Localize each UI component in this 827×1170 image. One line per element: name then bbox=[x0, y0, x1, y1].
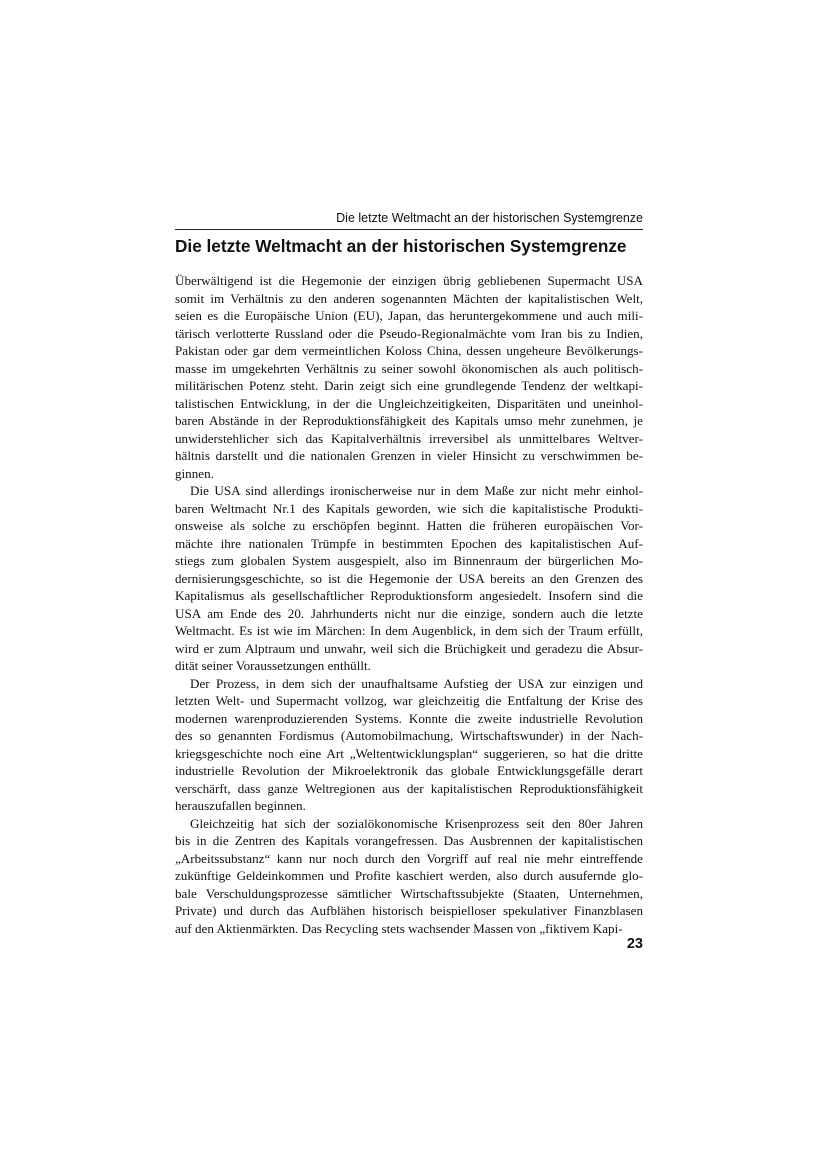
text-line: seien es die Europäische Union (EU), Japan, das heruntergekommene und auch mili- bbox=[175, 308, 643, 323]
text-line: bis in die Zentren des Kapitals vorangefressen. Das Ausbrennen der kapitalistischen bbox=[175, 833, 643, 848]
text-line: dernisierungsgeschichte, so ist die Hegemonie der USA bereits an den Grenzen des bbox=[175, 570, 643, 586]
text-line: USA am Ende des 20. Jahrhunderts nicht nur die einzige, sondern auch die letzte bbox=[175, 605, 643, 621]
text-line: baren Abstände in der Reproduktionsfähigkeit des Kapitals umso mehr zunehmen, je bbox=[175, 413, 643, 428]
text-line: Die USA sind allerdings ironischerweise nur in dem Maße zur nicht mehr einhol- bbox=[190, 483, 643, 498]
text-line: ginnen. bbox=[175, 465, 214, 481]
text-line: Gleichzeitig hat sich der sozialökonomische Krisenprozess seit den 80er Jahren bbox=[190, 815, 643, 831]
text-line: masse im umgekehrten Verhältnis zu seiner sowohl ökonomischen als auch politisch- bbox=[175, 360, 643, 376]
text-line: tärisch verlotterte Russland oder die Pseudo-Regionalmächte vom Iran bis zu Indien, bbox=[175, 325, 643, 341]
text-line: Der Prozess, in dem sich der unaufhaltsame Aufstieg der USA zur einzigen und bbox=[190, 675, 643, 691]
text-line: „Arbeitssubstanz“ kann nur noch durch den Vorgriff auf real nie mehr eintreffende bbox=[175, 850, 643, 866]
chapter-title: Die letzte Weltmacht an der historischen Systemgrenze bbox=[175, 236, 627, 256]
running-head: Die letzte Weltmacht an der historischen Systemgrenze bbox=[336, 211, 643, 225]
text-line: auf den Aktienmärkten. Das Recycling stets wachsender Massen von „fiktivem Kapi- bbox=[175, 920, 623, 936]
header-rule bbox=[175, 229, 643, 230]
text-line: verschärft, dass ganze Weltregionen aus der kapitalistischen Reproduktionsfähigkeit bbox=[175, 780, 643, 796]
text-line: wird er zum Alptraum und unwahr, weil sich die Brüchigkeit und geradezu die Absur- bbox=[175, 640, 643, 656]
text-line: militärischen Potenz steht. Darin zeigt sich eine grundlegende Tendenz der weltkapi- bbox=[175, 378, 643, 393]
body-text bbox=[175, 272, 643, 937]
text-line: Pakistan oder gar dem vermeintlichen Koloss China, dessen ungeheure Bevölkerungs- bbox=[175, 343, 643, 358]
text-line: industrielle Revolution der Mikroelektronik das globale Entwicklungsgefälle derart bbox=[175, 763, 643, 778]
text-line: Weltmacht. Es ist wie im Märchen: In dem Augenblick, in dem sich der Traum erfüllt, bbox=[175, 623, 643, 638]
text-line: stiegs zum globalen System ausgespielt, also im Binnenraum der bürgerlichen Mo- bbox=[175, 553, 643, 568]
text-line: hältnis darstellt und die nationalen Grenzen in vieler Hinsicht zu verschwimmen be- bbox=[175, 448, 643, 463]
text-line: unwiderstehlicher sich das Kapitalverhältnis irreversibel als unmittelbares Weltver- bbox=[175, 430, 643, 446]
text-line: Kapitalismus als gesellschaftlicher Reproduktionsform angesiedelt. Insofern sind die bbox=[175, 588, 643, 603]
text-line: baren Weltmacht Nr.1 des Kapitals geworden, wie sich die kapitalistische Produkti- bbox=[175, 500, 643, 516]
text-line: zukünftige Geldeinkommen und Profite kaschiert werden, also durch ausufernde glo- bbox=[175, 868, 643, 883]
text-line: Private) und durch das Aufblähen historisch beispielloser spekulativer Finanzblasen bbox=[175, 903, 643, 918]
text-line: mächte ihre nationalen Trümpfe in bestimmten Epochen des kapitalistischen Auf- bbox=[175, 535, 643, 551]
text-line: herauszufallen beginnen. bbox=[175, 798, 306, 813]
text-line: kriegsgeschichte noch eine Art „Weltentwicklungsplan“ suggerieren, so hat die dritte bbox=[175, 745, 643, 761]
page-number: 23 bbox=[626, 936, 643, 952]
text-line: des so genannten Fordismus (Automobilmachung, Wirtschaftswunder) in der Nach- bbox=[175, 728, 643, 743]
text-line: modernen warenproduzierenden Systems. Konnte die zweite industrielle Revolution bbox=[175, 710, 643, 726]
text-line: onsweise als solche zu erschöpfen beginnt. Hatten die früheren europäischen Vor- bbox=[175, 518, 643, 533]
text-line: letzten Welt- und Supermacht vollzog, war gleichzeitig die Entfaltung der Krise des bbox=[175, 693, 643, 708]
text-line: talistischen Entwicklung, in der die Ungleichzeitigkeiten, Disparitäten und uneinhol- bbox=[175, 395, 643, 411]
text-line: somit im Verhältnis zu den anderen sogenannten Mächten der kapitalistischen Welt, bbox=[175, 290, 643, 306]
text-line: bale Verschuldungsprozesse sämtlicher Wirtschaftssubjekte (Staaten, Unternehmen, bbox=[175, 885, 643, 901]
text-line: dität seiner Voraussetzungen enthüllt. bbox=[175, 658, 371, 673]
text-line: Überwältigend ist die Hegemonie der einzigen übrig gebliebenen Supermacht USA bbox=[175, 273, 643, 288]
